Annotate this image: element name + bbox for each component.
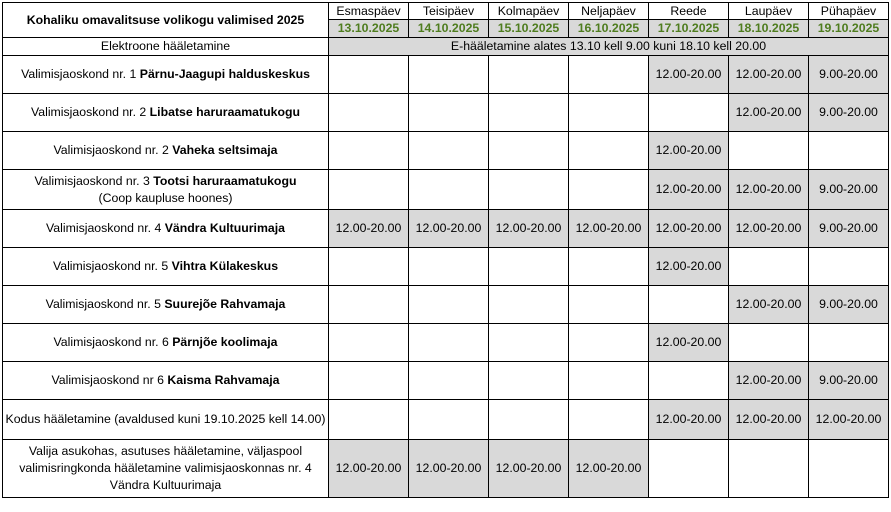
time-cell bbox=[569, 94, 649, 132]
table-row bbox=[3, 132, 889, 170]
time-cell bbox=[409, 400, 489, 440]
day-date: 18.10.2025 bbox=[729, 20, 809, 38]
electronic-voting-info: E-hääletamine alates 13.10 kell 9.00 kuni 18.10 kell 20.00 bbox=[329, 38, 889, 56]
time-cell: 12.00-20.00 bbox=[489, 440, 569, 498]
time-cell bbox=[489, 248, 569, 286]
location-place: Vändra Kultuurimaja bbox=[164, 221, 285, 235]
location-prefix: Valimisjaoskond nr. 2 bbox=[30, 105, 150, 119]
time-cell: 12.00-20.00 bbox=[729, 286, 809, 324]
location-label bbox=[3, 210, 329, 248]
location-prefix: Valimisjaoskond nr. 4 bbox=[46, 221, 165, 235]
time-cell: 9.00-20.00 bbox=[809, 286, 889, 324]
day-date: 15.10.2025 bbox=[489, 20, 569, 38]
time-cell bbox=[569, 248, 649, 286]
electronic-voting-label: Elektroone hääletamine bbox=[3, 38, 329, 56]
day-date: 14.10.2025 bbox=[409, 20, 489, 38]
day-date: 13.10.2025 bbox=[329, 20, 409, 38]
schedule-table bbox=[2, 2, 889, 498]
time-cell: 12.00-20.00 bbox=[649, 210, 729, 248]
time-cell: 9.00-20.00 bbox=[809, 56, 889, 94]
time-cell: 12.00-20.00 bbox=[329, 210, 409, 248]
table-row bbox=[3, 248, 889, 286]
time-cell: 12.00-20.00 bbox=[489, 210, 569, 248]
time-cell: 12.00-20.00 bbox=[649, 324, 729, 362]
location-prefix: Valimisjaoskond nr. 6 bbox=[53, 335, 173, 349]
time-cell bbox=[409, 286, 489, 324]
time-cell bbox=[409, 248, 489, 286]
day-name: Kolmapäev bbox=[489, 3, 569, 20]
day-name: Esmaspäev bbox=[329, 3, 409, 20]
time-cell bbox=[489, 132, 569, 170]
table-row bbox=[3, 210, 889, 248]
time-cell bbox=[729, 132, 809, 170]
location-label bbox=[3, 400, 329, 440]
time-cell bbox=[809, 248, 889, 286]
location-place: Vihtra Külakeskus bbox=[171, 259, 279, 273]
table-row bbox=[3, 170, 889, 210]
time-cell bbox=[329, 248, 409, 286]
location-prefix: Valimisjaoskond nr 6 bbox=[51, 373, 168, 387]
time-cell bbox=[489, 94, 569, 132]
time-cell: 12.00-20.00 bbox=[729, 362, 809, 400]
location-label bbox=[3, 362, 329, 400]
time-cell: 9.00-20.00 bbox=[809, 170, 889, 210]
day-date: 19.10.2025 bbox=[809, 20, 889, 38]
location-prefix: Valimisjaoskond nr. 1 bbox=[21, 67, 140, 81]
time-cell bbox=[729, 324, 809, 362]
location-place: Suurejõe Rahvamaja bbox=[164, 297, 286, 311]
location-label bbox=[3, 248, 329, 286]
time-cell: 12.00-20.00 bbox=[729, 210, 809, 248]
time-cell: 12.00-20.00 bbox=[729, 56, 809, 94]
location-place: Libatse haruraamatukogu bbox=[149, 105, 301, 119]
time-cell bbox=[489, 400, 569, 440]
time-cell bbox=[329, 362, 409, 400]
header-row-days bbox=[3, 3, 889, 20]
table-row bbox=[3, 94, 889, 132]
time-cell bbox=[489, 170, 569, 210]
time-cell bbox=[489, 362, 569, 400]
time-cell bbox=[569, 324, 649, 362]
time-cell: 12.00-20.00 bbox=[649, 170, 729, 210]
time-cell bbox=[649, 94, 729, 132]
table-row bbox=[3, 324, 889, 362]
time-cell bbox=[569, 56, 649, 94]
time-cell: 12.00-20.00 bbox=[569, 440, 649, 498]
time-cell: 9.00-20.00 bbox=[809, 210, 889, 248]
time-cell bbox=[649, 286, 729, 324]
time-cell: 12.00-20.00 bbox=[729, 400, 809, 440]
day-name: Neljapäev bbox=[569, 3, 649, 20]
location-prefix: Valimisjaoskond nr. 3 bbox=[34, 173, 154, 188]
time-cell bbox=[329, 56, 409, 94]
location-label bbox=[3, 56, 329, 94]
time-cell bbox=[729, 248, 809, 286]
time-cell: 12.00-20.00 bbox=[409, 440, 489, 498]
time-cell: 12.00-20.00 bbox=[569, 210, 649, 248]
time-cell: 12.00-20.00 bbox=[729, 170, 809, 210]
table-row bbox=[3, 440, 889, 498]
time-cell bbox=[809, 440, 889, 498]
time-cell bbox=[569, 132, 649, 170]
location-label bbox=[3, 94, 329, 132]
time-cell bbox=[649, 362, 729, 400]
location-label bbox=[3, 440, 329, 498]
table-row bbox=[3, 400, 889, 440]
day-name: Reede bbox=[649, 3, 729, 20]
time-cell: 12.00-20.00 bbox=[649, 56, 729, 94]
time-cell bbox=[409, 132, 489, 170]
time-cell bbox=[489, 56, 569, 94]
day-date: 17.10.2025 bbox=[649, 20, 729, 38]
time-cell bbox=[329, 324, 409, 362]
time-cell: 12.00-20.00 bbox=[329, 440, 409, 498]
time-cell bbox=[409, 324, 489, 362]
table-row bbox=[3, 56, 889, 94]
time-cell bbox=[329, 286, 409, 324]
time-cell bbox=[329, 94, 409, 132]
location-place: Kaisma Rahvamaja bbox=[167, 373, 280, 387]
location-note: (Coop kaupluse hoones) bbox=[98, 190, 233, 205]
time-cell bbox=[329, 132, 409, 170]
time-cell: 12.00-20.00 bbox=[649, 132, 729, 170]
location-prefix: Valimisjaoskond nr. 5 bbox=[52, 259, 172, 273]
location-prefix: Valimisjaoskond nr. 2 bbox=[53, 143, 173, 157]
time-cell: 12.00-20.00 bbox=[409, 210, 489, 248]
location-prefix: Valija asukohas, asutuses hääletamine, väljaspool valimisringkonda hääletamine valimisjaoskonnas nr. 4 Vändra Kultuurimaja bbox=[19, 444, 312, 492]
day-name: Pühapäev bbox=[809, 3, 889, 20]
location-label bbox=[3, 324, 329, 362]
day-name: Laupäev bbox=[729, 3, 809, 20]
time-cell: 12.00-20.00 bbox=[809, 400, 889, 440]
location-prefix: Valimisjaoskond nr. 5 bbox=[45, 297, 165, 311]
location-place: Vaheka seltsimaja bbox=[172, 143, 278, 157]
table-title: Kohaliku omavalitsuse volikogu valimised 2025 bbox=[3, 3, 329, 38]
time-cell bbox=[809, 324, 889, 362]
time-cell: 12.00-20.00 bbox=[729, 94, 809, 132]
location-place: Pärnjõe koolimaja bbox=[172, 335, 278, 349]
time-cell bbox=[409, 362, 489, 400]
location-label bbox=[3, 132, 329, 170]
day-name: Teisipäev bbox=[409, 3, 489, 20]
time-cell bbox=[489, 324, 569, 362]
location-label bbox=[3, 170, 329, 210]
location-label bbox=[3, 286, 329, 324]
time-cell: 12.00-20.00 bbox=[649, 248, 729, 286]
location-prefix: Kodus hääletamine (avaldused kuni 19.10.2025 kell 14.00) bbox=[5, 412, 326, 426]
time-cell bbox=[729, 440, 809, 498]
day-date: 16.10.2025 bbox=[569, 20, 649, 38]
time-cell: 12.00-20.00 bbox=[649, 400, 729, 440]
time-cell bbox=[329, 170, 409, 210]
time-cell bbox=[329, 400, 409, 440]
time-cell bbox=[569, 170, 649, 210]
location-place: Tootsi haruraamatukogu bbox=[153, 173, 297, 188]
table-row bbox=[3, 286, 889, 324]
time-cell bbox=[489, 286, 569, 324]
time-cell bbox=[409, 94, 489, 132]
time-cell bbox=[409, 56, 489, 94]
location-place: Pärnu-Jaagupi halduskeskus bbox=[139, 67, 310, 81]
time-cell bbox=[569, 362, 649, 400]
time-cell bbox=[569, 400, 649, 440]
time-cell: 9.00-20.00 bbox=[809, 94, 889, 132]
time-cell bbox=[649, 440, 729, 498]
time-cell bbox=[409, 170, 489, 210]
table-row bbox=[3, 362, 889, 400]
electronic-voting-row bbox=[3, 38, 889, 56]
time-cell: 9.00-20.00 bbox=[809, 362, 889, 400]
time-cell bbox=[569, 286, 649, 324]
time-cell bbox=[809, 132, 889, 170]
